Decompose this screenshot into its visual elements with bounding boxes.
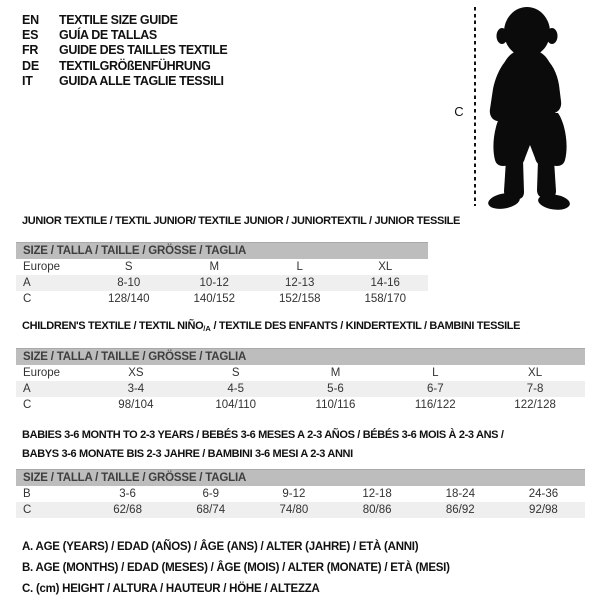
table-cell: 86/92 — [445, 504, 475, 516]
language-row-es — [22, 27, 227, 42]
children-title-text: / TEXTILE DES ENFANTS / KINDERTEXTIL / BAMBINI TESSILE — [210, 320, 521, 332]
children-section-title — [22, 320, 520, 333]
row-label: C — [23, 293, 32, 305]
language-title: TEXTILGRÖßENFÜHRUNG — [59, 58, 211, 73]
language-row-fr — [22, 43, 227, 58]
babies-title-line2: BABYS 3-6 MONATE BIS 2-3 JAHRE / BAMBINI 3-6 MESI A 2-3 ANNI — [22, 447, 353, 460]
table-cell: 12-13 — [285, 277, 315, 289]
row-label: Europe — [23, 367, 61, 379]
table-cell: 5-6 — [327, 383, 344, 395]
children-title-subscript: /A — [203, 324, 211, 333]
table-row-a — [16, 275, 428, 291]
children-title-text: CHILDREN'S TEXTILE / TEXTIL NIÑO — [22, 320, 204, 332]
table-cell: 6-7 — [426, 383, 444, 395]
language-code: DE — [22, 58, 39, 73]
table-column-header-row — [16, 259, 428, 275]
language-code: EN — [22, 12, 39, 27]
footnote-legend — [22, 537, 450, 600]
table-cell: 18-24 — [445, 488, 475, 500]
column-header: M — [209, 261, 220, 273]
table-cell: 3-4 — [127, 383, 145, 395]
column-header: XL — [378, 261, 393, 273]
table-cell: 14-16 — [370, 277, 400, 289]
table-cell: 8-10 — [117, 277, 141, 289]
table-cell: 92/98 — [529, 504, 558, 516]
footnote-c: C. (cm) HEIGHT / ALTURA / HAUTEUR / HÖHE / ALTEZZA — [22, 583, 320, 595]
table-cell: 116/122 — [414, 399, 456, 411]
language-row-en — [22, 12, 227, 27]
column-header: XS — [128, 367, 144, 379]
baby-shorts — [493, 113, 566, 166]
baby-ear-right — [547, 28, 558, 44]
babies-section-title — [22, 426, 504, 463]
row-label: A — [23, 383, 31, 395]
row-label: A — [23, 277, 31, 289]
table-row-c — [16, 291, 428, 307]
children-size-table — [16, 348, 585, 413]
height-measure-dashed-line — [474, 7, 476, 206]
table-column-header-row — [16, 365, 585, 381]
language-code: ES — [22, 28, 39, 43]
table-row-c — [16, 397, 585, 413]
table-cell: 24-36 — [528, 488, 559, 500]
size-header-bar: SIZE / TALLA / TAILLE / GRÖSSE / TAGLIA — [16, 348, 585, 365]
language-title: GUÍA DE TALLAS — [59, 28, 157, 43]
language-code: IT — [22, 74, 33, 89]
junior-size-table — [16, 242, 428, 307]
footnote-b: B. AGE (MONTHS) / EDAD (MESES) / ÂGE (MOIS) / ALTER (MONATE) / ETÀ (MESI) — [22, 562, 450, 574]
column-header: XL — [528, 367, 543, 379]
row-label: Europe — [23, 261, 61, 273]
column-header: S — [231, 367, 240, 379]
row-label: B — [23, 488, 31, 500]
size-header-bar: SIZE / TALLA / TAILLE / GRÖSSE / TAGLIA — [16, 469, 585, 486]
baby-leg-right — [537, 160, 556, 198]
table-cell: 140/152 — [193, 293, 236, 305]
row-label: C — [23, 504, 32, 516]
language-title-list — [22, 12, 227, 89]
column-header: L — [296, 261, 303, 273]
column-header: S — [124, 261, 133, 273]
babies-title-line1: BABIES 3-6 MONTH TO 2-3 YEARS / BEBÉS 3-6 MESES A 2-3 AÑOS / BÉBÉS 3-6 MOIS À 2-3 ANS / — [22, 429, 504, 441]
language-title: GUIDA ALLE TAGLIE TESSILI — [59, 74, 224, 89]
babies-size-table — [16, 469, 585, 518]
table-row-c — [16, 502, 585, 518]
column-header: L — [432, 367, 439, 379]
table-row-b — [16, 486, 585, 502]
size-header-bar: SIZE / TALLA / TAILLE / GRÖSSE / TAGLIA — [16, 242, 428, 259]
language-title: TEXTILE SIZE GUIDE — [59, 12, 178, 27]
table-cell: 68/74 — [196, 504, 226, 516]
table-cell: 110/116 — [315, 399, 356, 411]
table-cell: 74/80 — [279, 504, 309, 516]
table-cell: 158/170 — [364, 293, 407, 305]
table-cell: 10-12 — [199, 277, 229, 289]
footnote-a: A. AGE (YEARS) / EDAD (AÑOS) / ÂGE (ANS) / ALTER (JAHRE) / ETÀ (ANNI) — [22, 541, 419, 553]
column-header: M — [330, 367, 341, 379]
table-cell: 80/86 — [362, 504, 392, 516]
table-cell: 12-18 — [362, 488, 392, 500]
language-title: GUIDE DES TAILLES TEXTILE — [59, 43, 228, 58]
language-row-it — [22, 74, 227, 89]
baby-ear-left — [497, 28, 508, 44]
table-cell: 4-5 — [227, 383, 244, 395]
table-cell: 7-8 — [526, 383, 544, 395]
table-cell: 128/140 — [107, 293, 150, 305]
table-row-a — [16, 381, 585, 397]
table-cell: 6-9 — [202, 488, 220, 500]
table-cell: 98/104 — [118, 399, 154, 411]
baby-silhouette-image — [482, 5, 579, 211]
table-cell: 62/68 — [113, 504, 142, 516]
language-row-de — [22, 58, 227, 73]
table-cell: 152/158 — [278, 293, 321, 305]
table-cell: 104/110 — [215, 399, 257, 411]
table-cell: 3-6 — [119, 488, 136, 500]
measure-label-c: C — [454, 104, 464, 119]
table-cell: 122/128 — [514, 399, 556, 411]
language-code: FR — [22, 43, 39, 58]
table-cell: 9-12 — [282, 488, 306, 500]
junior-section-title: JUNIOR TEXTILE / TEXTIL JUNIOR/ TEXTILE JUNIOR / JUNIORTEXTIL / JUNIOR TESSILE — [22, 215, 461, 227]
row-label: C — [23, 399, 32, 411]
